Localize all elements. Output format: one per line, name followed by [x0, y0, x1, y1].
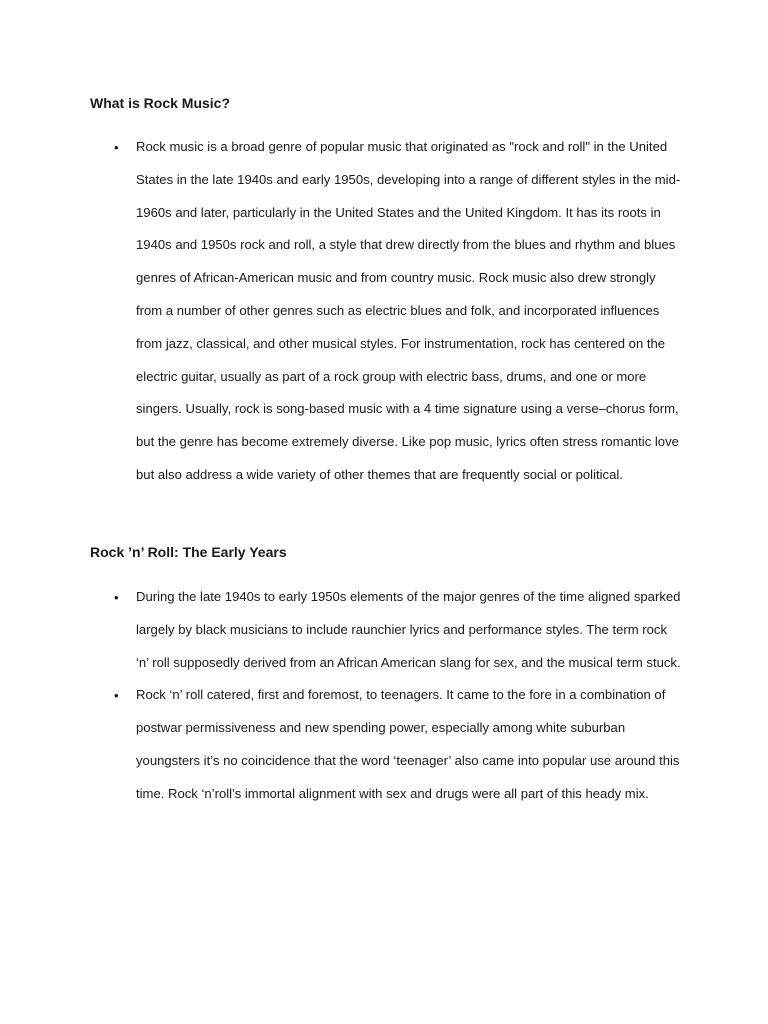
bullet-list-early-years — [0, 581, 768, 811]
bullet-icon: • — [114, 140, 119, 155]
bullet-icon: • — [114, 688, 119, 704]
bullet-icon: • — [114, 590, 119, 605]
section-heading-early-years: Rock ’n’ Roll: The Early Years — [90, 544, 287, 560]
bullet-text: During the late 1940s to early 1950s elements of the major genres of the time aligned sparked largely by black musicians to include raunchier lyrics and performance styles. The term rock ‘n’ roll supposedly derived from an African American slang for sex, and the musical term stuck. — [136, 589, 681, 670]
list-item — [0, 581, 768, 679]
bullet-text: Rock music is a broad genre of popular music that originated as "rock and roll" in the United States in the late 1940s and early 1950s, developing into a range of different styles in the mid-1960s and later, particularly in the United States and the United Kingdom. It has its roots in 1940s and 1950s rock and roll, a style that drew directly from the blues and rhythm and blues genres of African-American music and from country music. Rock music also drew strongly from a number of other genres such as electric blues and folk, and incorporated influences from jazz, classical, and other musical styles. For instrumentation, rock has centered on the electric guitar, usually as part of a rock group with electric bass, drums, and one or more singers. Usually, rock is song-based music with a 4 time signature using a verse–chorus form, but the genre has become extremely diverse. Like pop music, lyrics often stress romantic love but also address a wide variety of other themes that are frequently social or political. — [136, 139, 681, 482]
list-item — [0, 131, 768, 492]
section-heading-what-is-rock: What is Rock Music? — [90, 95, 231, 111]
bullet-list-what-is-rock — [0, 131, 768, 492]
list-item — [0, 679, 768, 810]
bullet-text: Rock ‘n’ roll catered, first and foremost, to teenagers. It came to the fore in a combination of postwar permissiveness and new spending power, especially among white suburban youngsters it’s no coincidence that the word ‘teenager’ also came into popular use around this time. Rock ‘n’roll’s immortal alignment with sex and drugs were all part of this heady mix. — [136, 687, 680, 801]
